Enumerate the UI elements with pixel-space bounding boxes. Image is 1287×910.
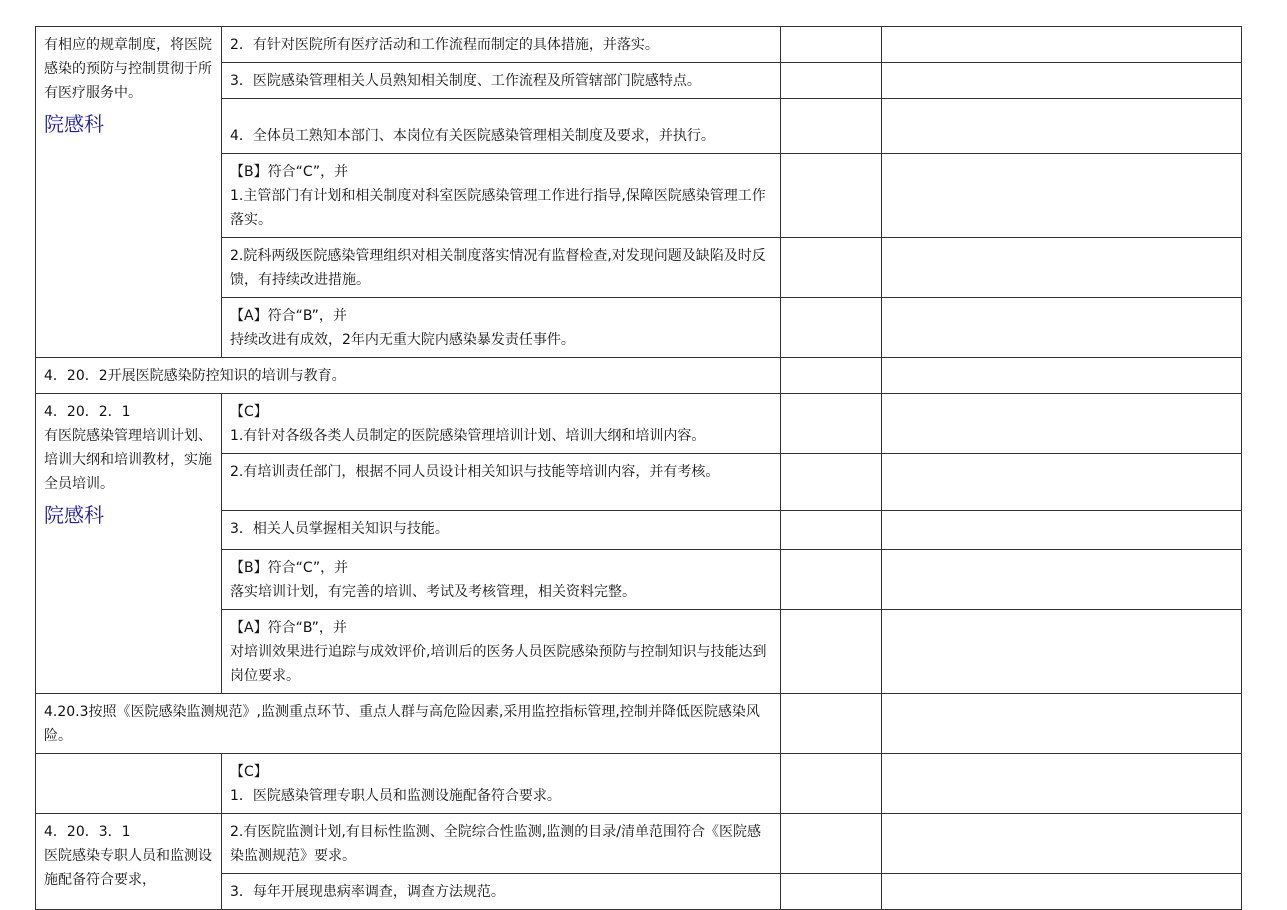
empty-cell [882, 454, 1242, 511]
standard-text: 有相应的规章制度，将医院感染的预防与控制贯彻于所有医疗服务中。 [44, 37, 212, 101]
empty-cell [781, 754, 882, 814]
empty-cell [882, 874, 1242, 910]
empty-cell [882, 610, 1242, 694]
criteria-text: 对培训效果进行追踪与成效评价,培训后的医务人员医院感染预防与控制知识与技能达到岗位要求。 [230, 644, 767, 684]
grade-label: 【C】 [230, 404, 268, 420]
empty-cell [882, 550, 1242, 610]
grade-label: 【A】符合“B”，并 [230, 620, 347, 636]
empty-cell [882, 238, 1242, 298]
section-heading-cell: 4．20．2开展医院感染防控知识的培训与教育。 [36, 358, 781, 394]
table-row [36, 694, 1242, 754]
empty-cell [882, 63, 1242, 99]
table-row [36, 394, 1242, 454]
empty-cell [781, 511, 882, 550]
empty-cell [781, 238, 882, 298]
standard-text: 医院感染专职人员和监测设施配备符合要求， [44, 848, 212, 888]
empty-cell [882, 754, 1242, 814]
criteria-cell: 3．相关人员掌握相关知识与技能。 [222, 511, 781, 550]
standard-cell [36, 394, 222, 694]
criteria-cell [222, 298, 781, 358]
table-row [36, 754, 1242, 814]
empty-cell [882, 99, 1242, 154]
criteria-cell [222, 394, 781, 454]
grade-label: 【A】符合“B”，并 [230, 308, 347, 324]
criteria-cell: 2.院科两级医院感染管理组织对相关制度落实情况有监督检查,对发现问题及缺陷及时反馈，有持续改进措施。 [222, 238, 781, 298]
table-row [36, 814, 1242, 874]
empty-cell [781, 694, 882, 754]
empty-cell [781, 454, 882, 511]
grade-label: 【C】 [230, 764, 268, 780]
criteria-cell: 4．全体员工熟知本部门、本岗位有关医院感染管理相关制度及要求，并执行。 [222, 99, 781, 154]
criteria-cell [222, 550, 781, 610]
standard-text: 有医院感染管理培训计划、培训大纲和培训教材，实施全员培训。 [44, 428, 212, 492]
criteria-cell [222, 154, 781, 238]
empty-cell [882, 694, 1242, 754]
standards-table [35, 26, 1242, 910]
department-label: 院感科 [44, 503, 104, 527]
standard-cell [36, 27, 222, 358]
criteria-cell: 2．有针对医院所有医疗活动和工作流程而制定的具体措施，并落实。 [222, 27, 781, 63]
standard-code: 4．20．2．1 [44, 404, 131, 420]
standard-code: 4．20．3．1 [44, 824, 131, 840]
empty-cell [781, 610, 882, 694]
criteria-cell [222, 610, 781, 694]
empty-cell [882, 154, 1242, 238]
grade-label: 【B】符合“C”，并 [230, 164, 349, 180]
empty-cell [781, 154, 882, 238]
criteria-cell: 2.有培训责任部门，根据不同人员设计相关知识与技能等培训内容，并有考核。 [222, 454, 781, 511]
table-row [36, 358, 1242, 394]
criteria-text: 持续改进有成效，2年内无重大院内感染暴发责任事件。 [230, 332, 575, 348]
grade-label: 【B】符合“C”，并 [230, 560, 349, 576]
criteria-text: 1．医院感染管理专职人员和监测设施配备符合要求。 [230, 788, 561, 804]
criteria-text: 1.主管部门有计划和相关制度对科室医院感染管理工作进行指导,保障医院感染管理工作落实。 [230, 188, 766, 228]
criteria-cell [222, 754, 781, 814]
empty-cell [882, 511, 1242, 550]
empty-cell [882, 358, 1242, 394]
table-row [36, 27, 1242, 63]
empty-cell [781, 394, 882, 454]
standard-cell [36, 814, 222, 910]
empty-cell [781, 358, 882, 394]
empty-cell [781, 63, 882, 99]
section-heading-cell: 4.20.3按照《医院感染监测规范》,监测重点环节、重点人群与高危险因素,采用监控指标管理,控制并降低医院感染风险。 [36, 694, 781, 754]
empty-cell [781, 298, 882, 358]
criteria-cell: 3．每年开展现患病率调查，调查方法规范。 [222, 874, 781, 910]
criteria-text: 落实培训计划，有完善的培训、考试及考核管理，相关资料完整。 [230, 584, 636, 600]
criteria-text: 1.有针对各级各类人员制定的医院感染管理培训计划、培训大纲和培训内容。 [230, 428, 706, 444]
department-label: 院感科 [44, 112, 104, 136]
empty-cell [781, 874, 882, 910]
empty-cell [882, 814, 1242, 874]
criteria-cell: 3．医院感染管理相关人员熟知相关制度、工作流程及所管辖部门院感特点。 [222, 63, 781, 99]
empty-cell [882, 298, 1242, 358]
empty-cell [781, 814, 882, 874]
empty-cell [781, 99, 882, 154]
criteria-cell: 2.有医院监测计划,有目标性监测、全院综合性监测,监测的目录/清单范围符合《医院感染监测规范》要求。 [222, 814, 781, 874]
empty-cell [781, 550, 882, 610]
empty-cell [781, 27, 882, 63]
empty-cell [882, 394, 1242, 454]
empty-cell [36, 754, 222, 814]
empty-cell [882, 27, 1242, 63]
